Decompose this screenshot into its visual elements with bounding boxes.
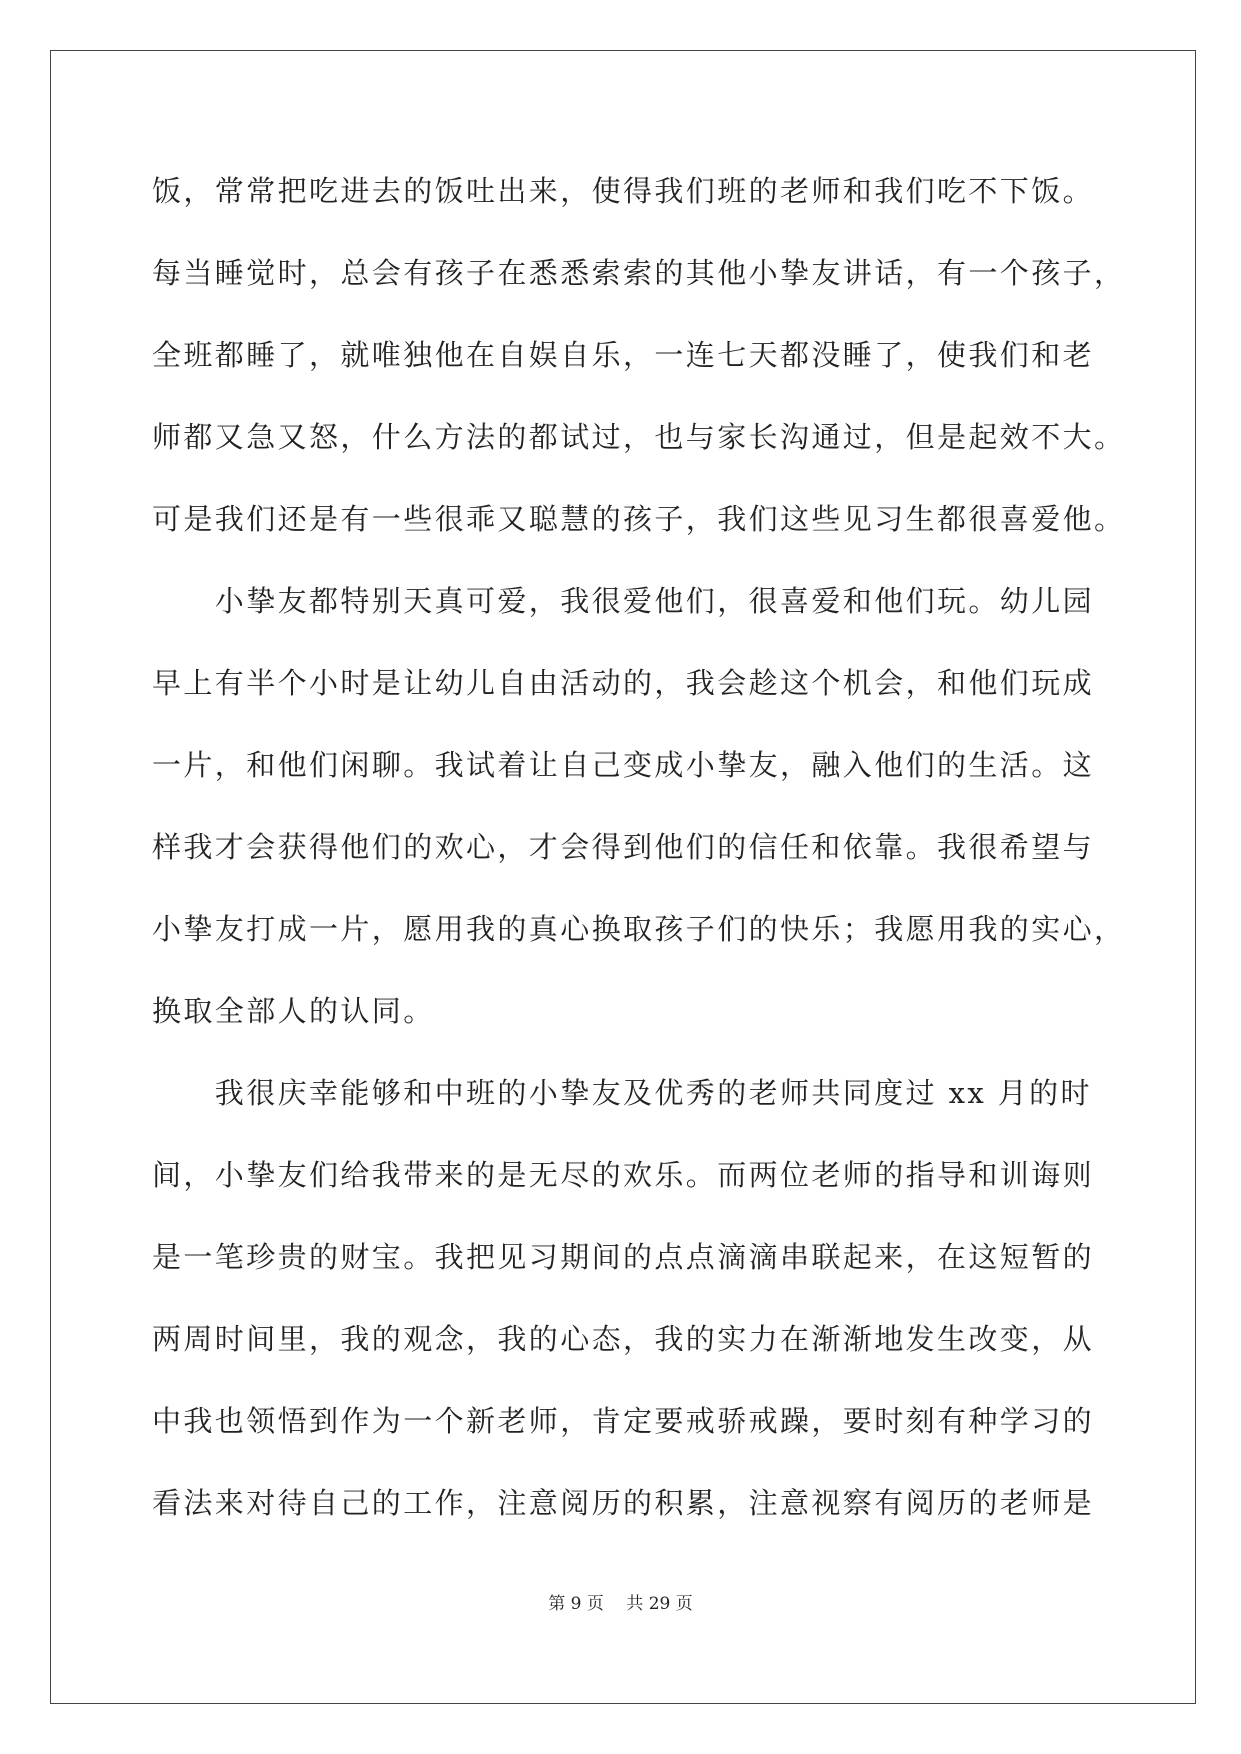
text-line: 一片，和他们闲聊。我试着让自己变成小挚友，融入他们的生活。这 — [152, 748, 1095, 782]
text-line: 小挚友打成一片，愿用我的真心换取孩子们的快乐；我愿用我的实心， — [152, 912, 1126, 946]
text-line: 间，小挚友们给我带来的是无尽的欢乐。而两位老师的指导和训诲则 — [152, 1158, 1095, 1192]
text-line: 看法来对待自己的工作，注意阅历的积累，注意视察有阅历的老师是 — [152, 1486, 1095, 1520]
text-line: 早上有半个小时是让幼儿自由活动的，我会趁这个机会，和他们玩成 — [152, 666, 1095, 700]
text-line: 样我才会获得他们的欢心，才会得到他们的信任和依靠。我很希望与 — [152, 830, 1095, 864]
text-line: 师都又急又怒，什么方法的都试过，也与家长沟通过，但是起效不大。 — [152, 420, 1126, 454]
body-text — [152, 150, 1126, 1544]
text-line: 我很庆幸能够和中班的小挚友及优秀的老师共同度过 xx 月的时 — [152, 1076, 1092, 1110]
text-line: 是一笔珍贵的财宝。我把见习期间的点点滴滴串联起来，在这短暂的 — [152, 1240, 1095, 1274]
text-line: 全班都睡了，就唯独他在自娱自乐，一连七天都没睡了，使我们和老 — [152, 338, 1095, 372]
text-line: 换取全部人的认同。 — [152, 994, 435, 1028]
text-line: 可是我们还是有一些很乖又聪慧的孩子，我们这些见习生都很喜爱他。 — [152, 502, 1126, 536]
page-number-footer: 第 9 页 共 29 页 — [548, 1594, 693, 1614]
text-line: 每当睡觉时，总会有孩子在悉悉索索的其他小挚友讲话，有一个孩子， — [152, 256, 1126, 290]
text-line: 两周时间里，我的观念，我的心态，我的实力在渐渐地发生改变，从 — [152, 1322, 1095, 1356]
text-line: 小挚友都特别天真可爱，我很爱他们，很喜爱和他们玩。幼儿园 — [152, 584, 1095, 618]
text-line: 中我也领悟到作为一个新老师，肯定要戒骄戒躁，要时刻有种学习的 — [152, 1404, 1095, 1438]
text-line: 饭，常常把吃进去的饭吐出来，使得我们班的老师和我们吃不下饭。 — [152, 174, 1095, 208]
